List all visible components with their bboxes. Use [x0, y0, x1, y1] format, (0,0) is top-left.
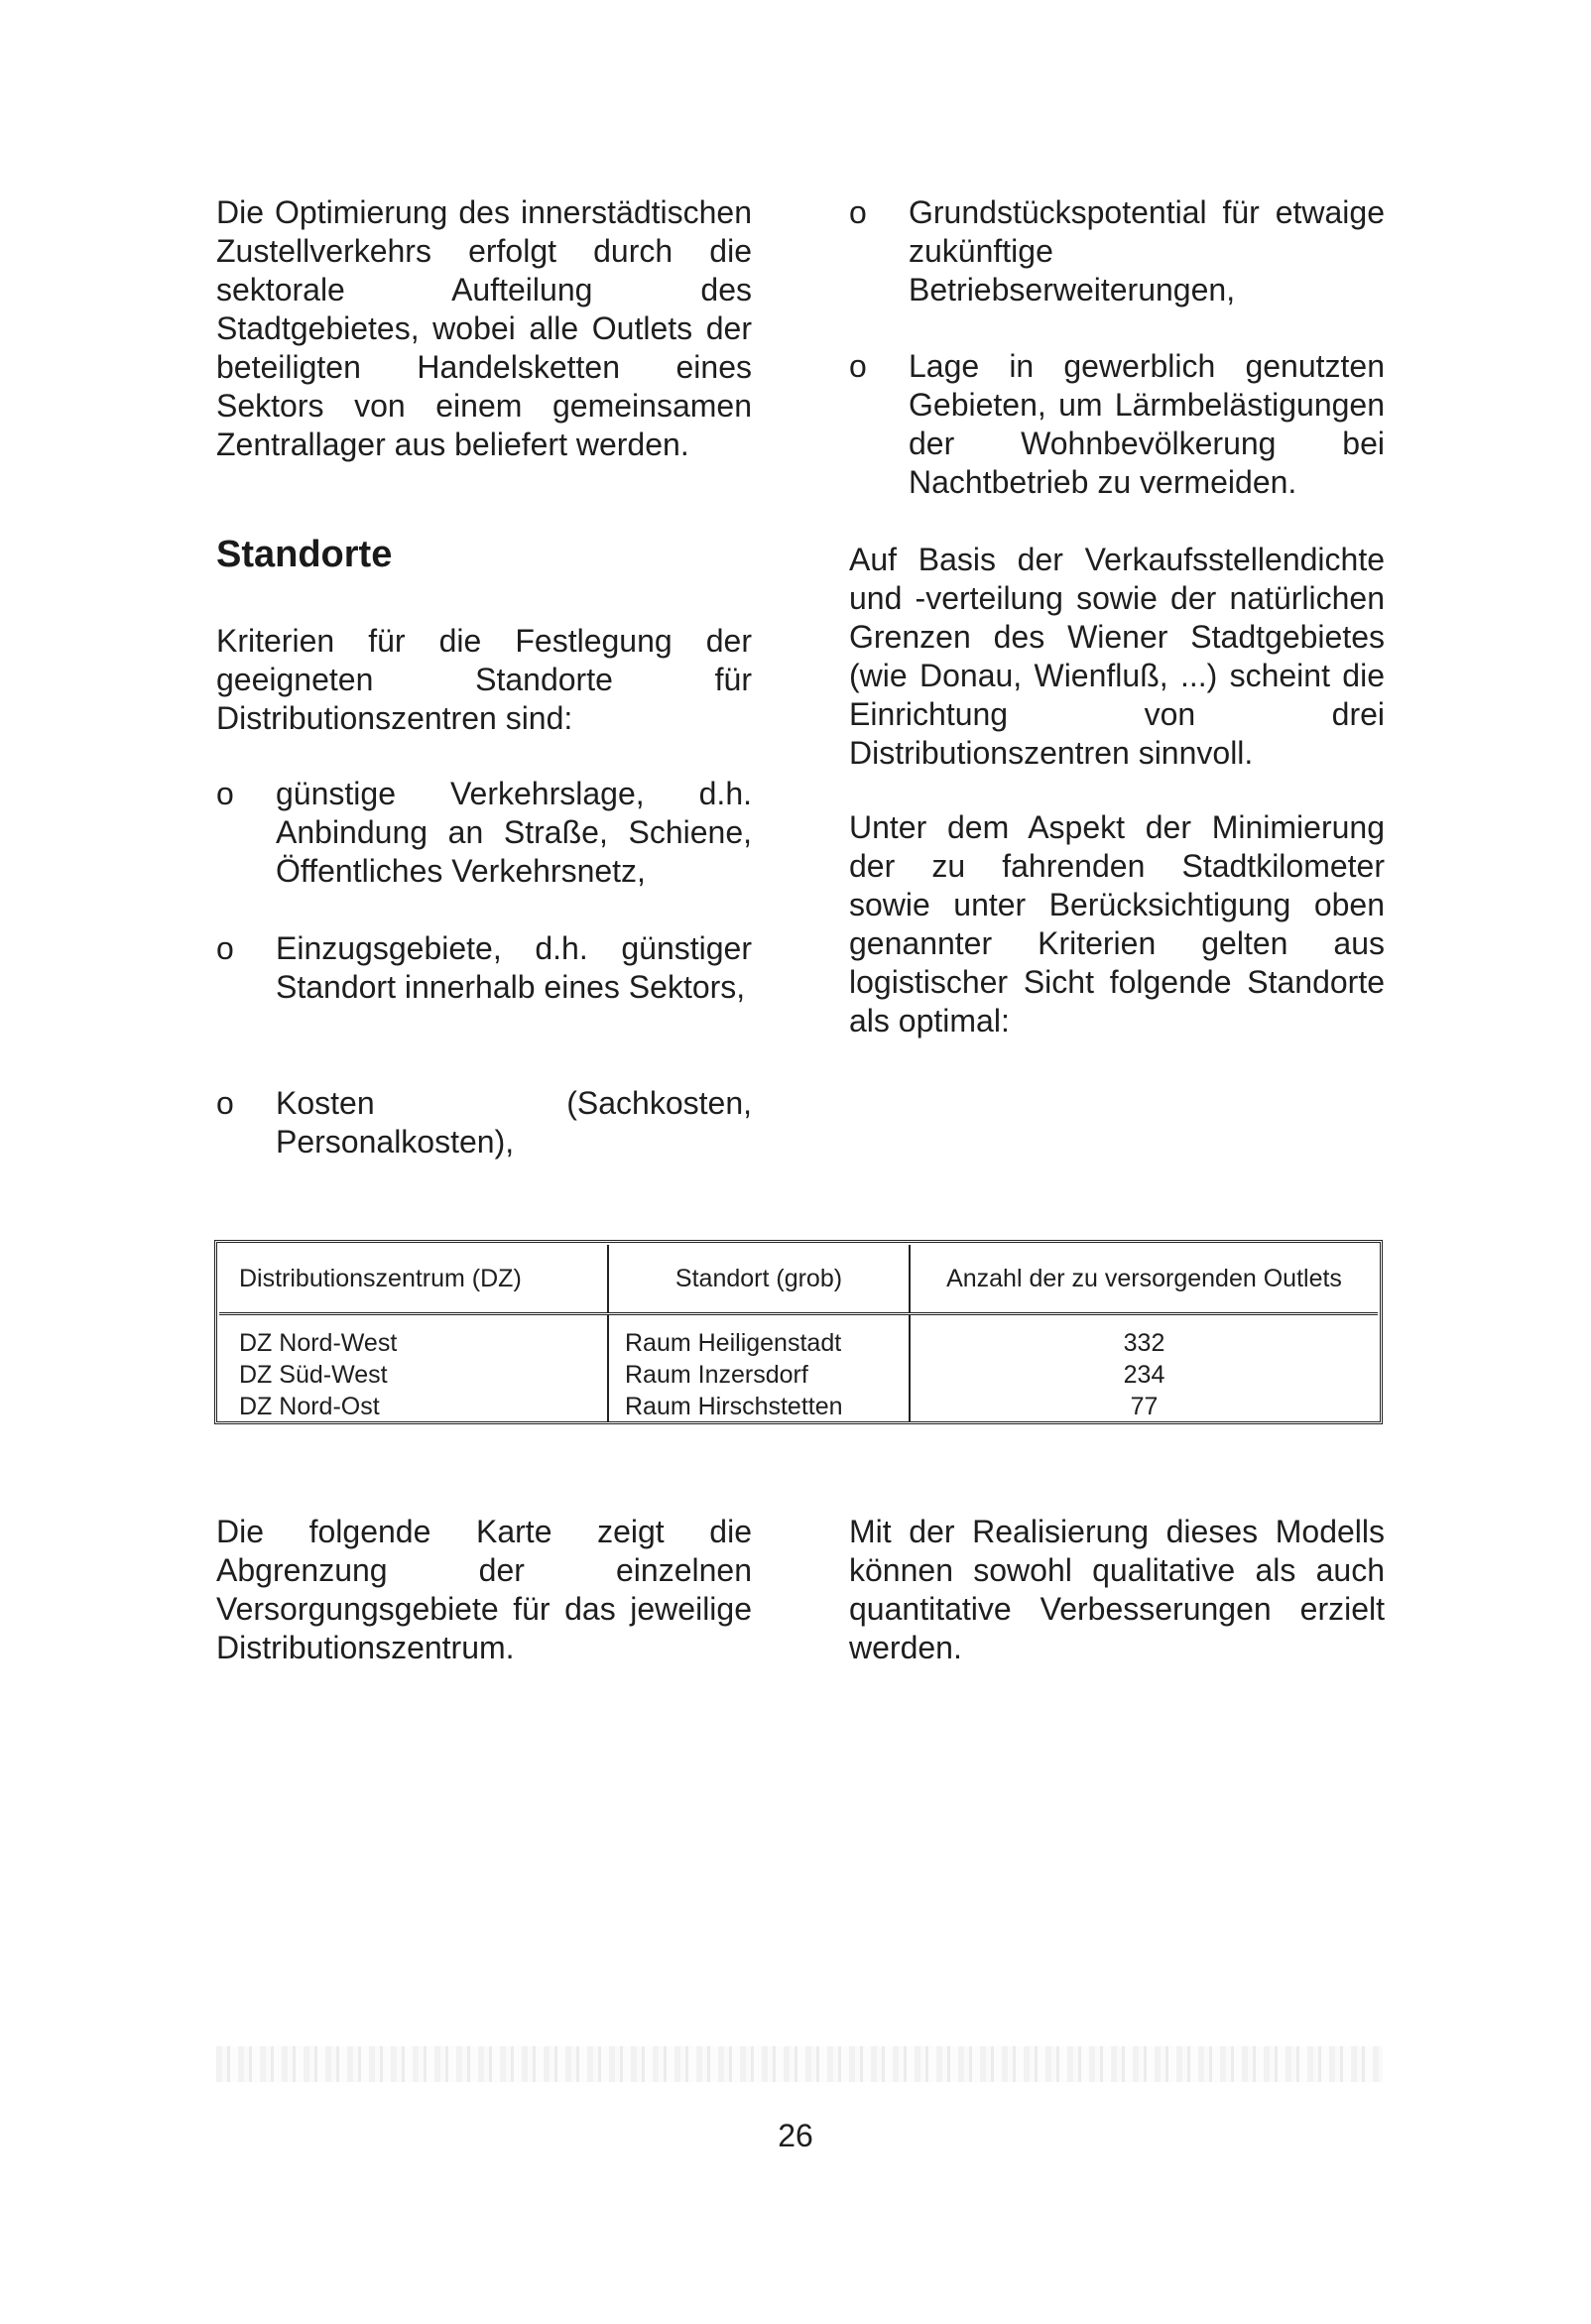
section-heading: Standorte [216, 534, 393, 575]
left-bullet-1 [216, 775, 752, 891]
left-bullet-3 [216, 1084, 752, 1162]
table-cell: DZ Nord-Ost [219, 1391, 608, 1422]
distribution-table [214, 1240, 1383, 1424]
table-cell: 234 [1123, 1361, 1165, 1389]
bottom-left-block [216, 1513, 752, 1667]
intro-paragraph: Die Optimierung des innerstädtischen Zustellverkehrs erfolgt durch die sektorale Aufteilung des Stadtgebietes, wobei alle Outlets der beteiligten Handelsketten eines Sektors von einem gemeinsamen Zentrallager aus beliefert werden. [216, 194, 752, 462]
table-header-cell: Anzahl der zu versorgenden Outlets [910, 1245, 1378, 1314]
table-cell: DZ Nord-West [219, 1314, 608, 1360]
bullet-text: Grundstückspotential für etwaige zukünftige Betriebserweiterungen, [909, 194, 1385, 307]
bullet-marker: o [849, 194, 867, 230]
table-cell: DZ Süd-West [219, 1359, 608, 1391]
left-bullet-2 [216, 929, 752, 1007]
bottom-left-paragraph: Die folgende Karte zeigt die Abgrenzung der einzelnen Versorgungsgebiete für das jeweilige Distributionszentrum. [216, 1514, 752, 1665]
bullet-marker: o [216, 1085, 234, 1121]
table-cell: Raum Heiligenstadt [608, 1314, 910, 1360]
bullet-text: Lage in gewerblich genutzten Gebieten, um Lärmbelästigungen der Wohnbevölkerung bei Nachtbetrieb zu vermeiden. [909, 348, 1385, 500]
right-paragraph-2-block [849, 808, 1385, 1040]
right-bullet-2 [849, 347, 1385, 502]
table-cell: 77 [1130, 1393, 1159, 1420]
table-cell: Raum Inzersdorf [608, 1359, 910, 1391]
criteria-intro-block [216, 622, 752, 738]
table-row [219, 1314, 1378, 1360]
criteria-intro: Kriterien für die Festlegung der geeigneten Standorte für Distributionszentren sind: [216, 623, 752, 736]
bullet-text: günstige Verkehrslage, d.h. Anbindung an Straße, Schiene, Öffentliches Verkehrsnetz, [276, 776, 752, 889]
bullet-marker: o [849, 348, 867, 384]
table-cell: 332 [1123, 1329, 1165, 1357]
right-paragraph-1-block [849, 541, 1385, 773]
bottom-right-paragraph: Mit der Realisierung dieses Modells können sowohl qualitative als auch quantitative Verbesserungen erzielt werden. [849, 1514, 1385, 1665]
table-row [219, 1359, 1378, 1391]
right-paragraph-1: Auf Basis der Verkaufsstellendichte und -verteilung sowie der natürlichen Grenzen des Wiener Stadtgebietes (wie Donau, Wienfluß, ...) scheint die Einrichtung von drei Distributionszentren sinnvoll. [849, 542, 1385, 771]
table-header-row [219, 1245, 1378, 1314]
bottom-right-block [849, 1513, 1385, 1667]
page-number: 26 [778, 2118, 813, 2153]
bullet-text: Einzugsgebiete, d.h. günstiger Standort innerhalb eines Sektors, [276, 930, 752, 1005]
right-bullet-1 [849, 193, 1385, 309]
table-cell: Raum Hirschstetten [608, 1391, 910, 1422]
table-header-cell: Distributionszentrum (DZ) [219, 1245, 608, 1314]
bullet-text: Kosten (Sachkosten, Personalkosten), [276, 1085, 752, 1160]
bullet-marker: o [216, 930, 234, 966]
table-header-cell: Standort (grob) [608, 1245, 910, 1314]
right-paragraph-2: Unter dem Aspekt der Minimierung der zu fahrenden Stadtkilometer sowie unter Berücksichtigung oben genannter Kriterien gelten aus logistischer Sicht folgende Standorte als optimal: [849, 809, 1385, 1039]
table-row [219, 1391, 1378, 1422]
bullet-marker: o [216, 776, 234, 811]
intro-paragraph-block [216, 193, 752, 464]
scan-artifact [216, 2046, 1383, 2082]
